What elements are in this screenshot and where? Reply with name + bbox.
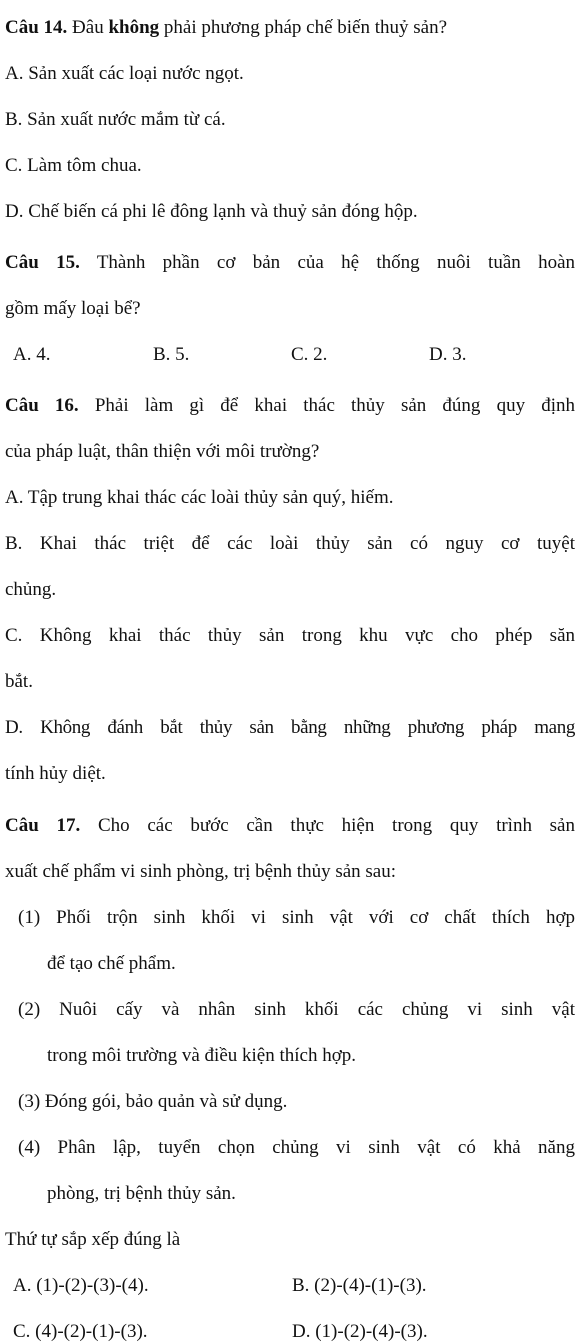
q14-stem xyxy=(5,16,575,40)
q15-option-a: A. 4. xyxy=(13,344,51,365)
q14-option-c: C. Làm tôm chua. xyxy=(5,155,142,176)
q17-step-2-cont: trong môi trường và điều kiện thích hợp. xyxy=(47,1045,357,1066)
q17-prompt: Thứ tự sắp xếp đúng là xyxy=(5,1229,181,1250)
q14-option-b: B. Sản xuất nước mắm từ cá. xyxy=(5,109,226,130)
q17-step-3: (3) Đóng gói, bảo quản và sử dụng. xyxy=(18,1091,288,1112)
q17-step-1: (1) Phối trộn sinh khối vi sinh vật với cơ chất thích hợp xyxy=(18,907,575,928)
q17-step-4-cont: phòng, trị bệnh thủy sản. xyxy=(47,1183,236,1204)
q17-label: Câu 17. xyxy=(5,815,81,836)
q17-option-d: D. (1)-(2)-(4)-(3). xyxy=(292,1321,428,1342)
q14-option-a: A. Sản xuất các loại nước ngọt. xyxy=(5,63,244,84)
q17-stem-line1: Cho các bước cần thực hiện trong quy trình sản xyxy=(80,815,575,836)
q14-stem-text: Đâu xyxy=(67,17,109,38)
q14-stem-emphasis: không xyxy=(108,17,160,38)
q16-stem xyxy=(5,394,575,418)
q15-stem-line1: Thành phần cơ bản của hệ thống nuôi tuần hoàn xyxy=(79,252,576,273)
q14-label: Câu 14. xyxy=(5,17,68,38)
q17-step-4: (4) Phân lập, tuyển chọn chủng vi sinh vật có khả năng xyxy=(18,1137,575,1158)
q16-option-d-cont: tính hủy diệt. xyxy=(5,763,106,784)
q16-option-c: C. Không khai thác thủy sản trong khu vực cho phép săn xyxy=(5,625,575,646)
q17-stem xyxy=(5,814,575,838)
q17-stem-line2: xuất chế phẩm vi sinh phòng, trị bệnh thủy sản sau: xyxy=(5,861,397,882)
q16-label: Câu 16. xyxy=(5,395,79,416)
q16-option-b: B. Khai thác triệt để các loài thủy sản có nguy cơ tuyệt xyxy=(5,533,575,554)
q15-label: Câu 15. xyxy=(5,252,80,273)
q16-option-d: D. Không đánh bắt thủy sản bằng những phương pháp mang xyxy=(5,717,575,738)
q15-option-d: D. 3. xyxy=(429,344,467,365)
q15-stem xyxy=(5,251,575,275)
q16-option-b-cont: chủng. xyxy=(5,579,57,600)
q14-stem-text-end: phải phương pháp chế biến thuỷ sản? xyxy=(159,17,448,38)
q16-stem-line1: Phải làm gì để khai thác thủy sản đúng quy định xyxy=(78,395,575,416)
q15-stem-line2: gồm mấy loại bể? xyxy=(5,298,141,319)
q17-option-c: C. (4)-(2)-(1)-(3). xyxy=(13,1321,148,1342)
q17-step-2: (2) Nuôi cấy và nhân sinh khối các chủng vi sinh vật xyxy=(18,999,575,1020)
q17-option-a: A. (1)-(2)-(3)-(4). xyxy=(13,1275,149,1296)
q15-option-c: C. 2. xyxy=(291,344,328,365)
q14-option-d: D. Chế biến cá phi lê đông lạnh và thuỷ sản đóng hộp. xyxy=(5,201,418,222)
q16-stem-line2: của pháp luật, thân thiện với môi trường? xyxy=(5,441,320,462)
q15-option-b: B. 5. xyxy=(153,344,190,365)
q16-option-c-cont: bắt. xyxy=(5,671,33,692)
q17-option-b: B. (2)-(4)-(1)-(3). xyxy=(292,1275,427,1296)
q16-option-a: A. Tập trung khai thác các loài thủy sản quý, hiếm. xyxy=(5,487,394,508)
q17-step-1-cont: để tạo chế phẩm. xyxy=(47,953,176,974)
